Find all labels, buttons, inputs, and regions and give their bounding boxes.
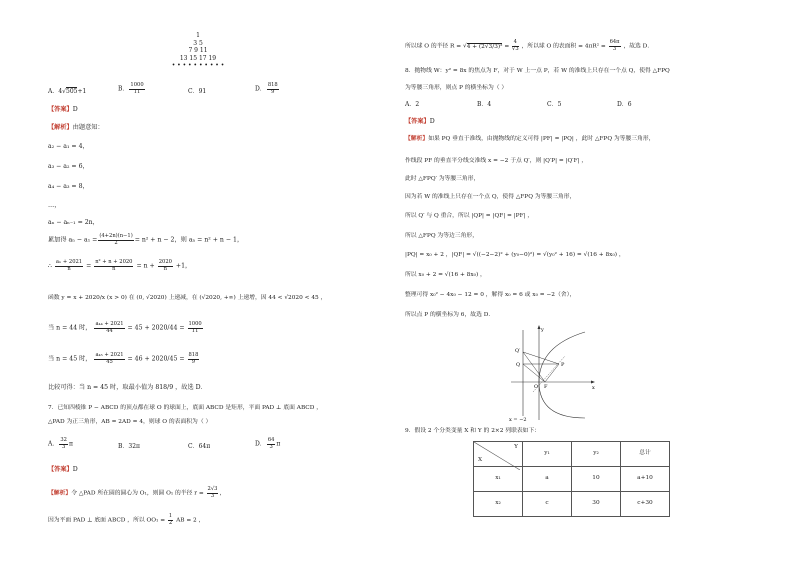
q8-analysis-line: 因为若 W 的准线上只存在一个点 Q，使得 △FPQ 为等腰三角形， (405, 194, 576, 200)
segment-q1p (523, 352, 559, 364)
q8-option-a: A．2 (405, 101, 420, 108)
q6-option-c: C．91 (188, 88, 207, 95)
table-header: y₂ (572, 442, 621, 467)
point-p-label: P (561, 362, 565, 368)
q8-analysis-line: 所以点 P 的横坐标为 6，故选 D． (405, 312, 495, 318)
q8-analysis-line: 【解析】如果 PQ 垂直于准线，由抛物线的定义可得 |PF| = |PQ| ，此时 △FPQ 为等腰三角形， (405, 136, 655, 142)
row-label: x₁ (474, 467, 523, 492)
focus-label: F (544, 384, 548, 390)
row-label: x₂ (474, 492, 523, 517)
n44-line: 当 n = 44 时， $\frac{\text{a₄₄ + 2021}}{44}$ = 45 + 2020/44 = $\frac{1000}{11}$ (48, 321, 202, 334)
q8-option-c: C．5 (547, 101, 562, 108)
ratio-line: ∴ $\frac{\text{aₙ + 2021}}{n}$ = $\frac{\text{n² + n + 2020}}{n}$ = n + $\frac{2020}{n}$ +1， (48, 259, 192, 272)
point-q-label: Q (516, 362, 521, 368)
table-cell: c (523, 492, 572, 517)
q8-option-b: B．4 (477, 101, 492, 108)
q7-option-c: C．64π (188, 443, 211, 450)
q7-oo1-line: 因为平面 PAD ⊥ 底面 ABCD ，所以 OO₁ = $\frac{1}{2}$ AB = 2 ， (48, 513, 205, 526)
table-cell: 30 (572, 492, 621, 517)
q9-stem: 9．假设 2 个分类变量 X 和 Y 的 2×2 列联表如下： (405, 428, 541, 434)
q6-option-b: B． $\frac{1000}{11}$ (118, 82, 144, 95)
triangle-row: 3 5 (193, 39, 203, 47)
table-row (474, 467, 670, 492)
corner-x-label: X (478, 456, 483, 463)
left-column (0, 0, 360, 562)
q8-analysis-line: 所以 △FPQ 为等边三角形， (405, 233, 478, 239)
q8-analysis-line: 所以 Q′ 与 Q 重合，所以 |QP| = |QF| = |PF| ， (405, 213, 534, 219)
recurrence-line: a₄ − a₃ = 8， (48, 183, 89, 190)
q8-stem-line1: 8．抛物线 W：y² = 8x 的焦点为 F，对于 W 上一点 P，若 W 的准线上只存在一个点 Q，使得 △FPQ (405, 68, 670, 74)
q6-analysis-intro: 【解析】由题意知： (48, 124, 104, 131)
recurrence-line: aₙ − aₙ₋₁ = 2n， (48, 219, 99, 226)
compare-line: 比较可得：当 n = 45 时，取最小值为 818/9 ，故选 D． (48, 384, 207, 391)
segment-pf (545, 364, 559, 382)
table-cell: a+10 (621, 467, 670, 492)
parabola-figure (507, 322, 599, 422)
table-cell: a (523, 467, 572, 492)
table-header-row (474, 442, 670, 467)
q8-option-d: D．6 (617, 101, 632, 108)
table-header: y₁ (523, 442, 572, 467)
cumulative-sum-line: 累加得 aₙ − a₁ = $\frac{(4+2n)(n-1)}{2}$ = n² + n − 2，则 aₙ = n² + n − 1， (48, 233, 244, 246)
q6-option-a: A．4√505+1 (48, 88, 87, 95)
q8-answer: 【答案】D (405, 118, 435, 125)
recurrence-line: a₃ − a₂ = 6， (48, 163, 89, 170)
q8-analysis-line: 此时 △FPQ′ 为等腰三角形， (405, 176, 480, 182)
triangle-row: • • • • • • • • • • (171, 62, 225, 69)
corner-y-label: Y (514, 444, 518, 450)
contingency-table (473, 441, 670, 517)
q7-stem-line1: 7．已知四棱锥 P − ABCD 的顶点都在球 O 的球面上，底面 ABCD 是矩形，平面 PAD ⊥ 底面 ABCD ， (48, 405, 323, 411)
number-triangle (158, 32, 238, 70)
ellipsis-line: …， (48, 202, 61, 209)
q6-answer: 【答案】D (48, 106, 78, 113)
triangle-row: 7 9 11 (188, 47, 208, 54)
q7-answer: 【答案】D (48, 466, 78, 473)
q7-analysis-line: 【解析】令 △PAD 所在圆的圆心为 O₁，则圆 O₁ 的半径 r = $\frac{2√3}{3}$ ， (48, 486, 226, 499)
table-cell: 10 (572, 467, 621, 492)
recurrence-line: a₂ − a₁ = 4， (48, 143, 89, 150)
table-row (474, 492, 670, 517)
origin-label: O (534, 384, 539, 390)
point-q1-label: Q′ (515, 348, 521, 354)
q8-analysis-line: 整理可得 x₀² − 4x₀ − 12 = 0 ，解得 x₀ = 6 或 x₀ = −2（舍）， (405, 292, 576, 298)
n45-line: 当 n = 45 时， $\frac{\text{a₄₅ + 2021}}{45}$ = 46 + 2020/45 = $\frac{818}{9}$ (48, 352, 199, 365)
triangle-row: 13 15 17 19 (179, 54, 217, 62)
q6-option-d: D． $\frac{818}{9}$ (255, 82, 278, 95)
table-header: 总计 (621, 442, 670, 467)
x-axis-arrow (591, 381, 595, 384)
sphere-radius-line: 所以球 O 的半径 R = √4 + (2√3/3)² = $\frac{4}{√3}$ ，所以球 O 的表面积 = 4πR² = $\frac{64\pi}{3}$ ，故选 D． (405, 39, 654, 52)
q7-option-a: A． $\frac{32}{3}$ π (48, 437, 73, 450)
triangle-row: 1 (196, 32, 200, 39)
q8-analysis-line: 所以 x₀ + 2 = √(16 + 8x₀) ， (405, 272, 486, 278)
table-corner-cell (474, 442, 523, 467)
x-axis-label: x (592, 385, 595, 391)
q8-analysis-line: 作线段 PF 的垂直平分线交准线 x = −2 于点 Q′，则 |Q′P| = |Q′F| ， (405, 158, 588, 164)
q7-stem-line2: △PAD 为正三角形，AB = 2AD = 4，则球 O 的表面积为（ ） (48, 419, 212, 425)
q8-analysis-line: |PQ| = x₀ + 2 ，|QF| = √((−2−2)² + (y₀−0)²) = √(y₀² + 16) = √(16 + 8x₀) ， (405, 252, 625, 258)
table-cell: c+30 (621, 492, 670, 517)
directrix-label: x = −2 (509, 417, 527, 422)
q8-stem-line2: 为等腰三角形，则点 P 的横坐标为（ ） (405, 85, 508, 91)
y-axis-label: y (541, 327, 544, 333)
q7-option-b: B．32π (118, 443, 140, 450)
function-monotonic-line: 函数 y = x + 2020/x (x > 0) 在 (0, √2020) 上递减，在 (√2020, +∞) 上递增，因 44 < √2020 < 45 ， (48, 295, 327, 301)
parabola-curve (539, 332, 585, 418)
q7-option-d: D． $\frac{64}{3}$ π (255, 437, 281, 450)
